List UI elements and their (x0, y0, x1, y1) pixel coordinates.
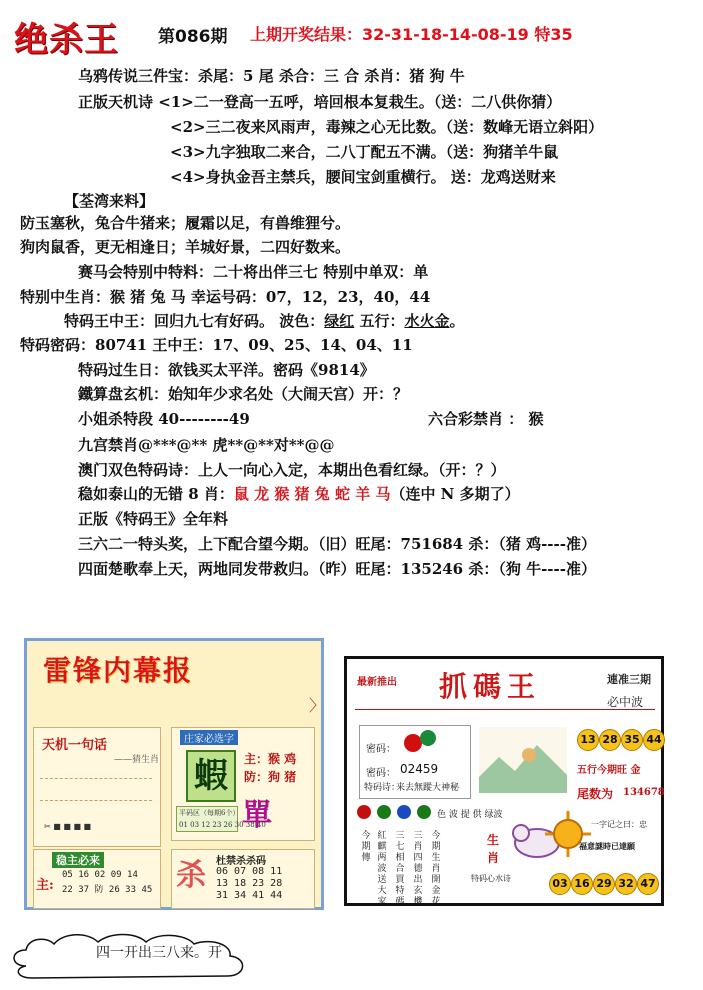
landscape-illustration (479, 727, 567, 793)
password-value: 02459 (400, 762, 439, 776)
five-elements-label: 五行： (354, 312, 405, 330)
line-crow-legend: 乌鸦传说三件宝：杀尾：5 尾 杀合：三 合 杀肖：猪 狗 牛 (78, 67, 465, 85)
divider (40, 778, 152, 780)
line-nine-palace: 九宫禁肖@***@** 虎**@**对**@@ (78, 436, 335, 454)
line-eight-zodiac (78, 484, 520, 504)
bottom-number: 47 (637, 873, 659, 895)
five-elements-value: 水火金 (404, 312, 450, 330)
line-macau-poem: 澳门双色特码诗：上人一向心入定，本期出色看红绿。（开：？） (78, 461, 506, 479)
special-poem-label: 特码诗： (364, 783, 401, 793)
must-nums-row1: 05 16 02 09 14 (62, 870, 138, 880)
line-horse-club: 赛马会特别中特料：二十将出伴三七 特别中单双：单 (78, 263, 429, 281)
line-annual: 正版《特码王》全年料 (78, 510, 229, 528)
tail-label: 尾数为 (577, 787, 614, 801)
period: 。 (449, 312, 465, 330)
color-chip (397, 805, 411, 819)
eight-zodiac-values: 鼠 龙 猴 猪 兔 蛇 羊 马 (233, 485, 391, 503)
wave-label: 必中波 (607, 695, 644, 709)
line-prize-yesterday: 四面楚歌奉上天，两地同发带救归。（昨）旺尾：135246 杀：（狗 牛----准） (78, 560, 596, 578)
must-come-label: 稳主必来 (52, 852, 104, 868)
kill-numbers: 06 07 08 11 13 18 23 28 31 34 41 44 (216, 866, 283, 901)
color-label: 色 波 提 供 绿波 (437, 810, 503, 820)
zodiac-label-sheng: 生 (487, 833, 500, 847)
bottom-number: 16 (571, 873, 593, 895)
must-come-panel (33, 849, 161, 909)
line-king-of-codes (64, 311, 465, 331)
banker-guard: 防：狗 猪 (244, 770, 297, 784)
divider (355, 709, 655, 711)
banker-single: 單 (242, 798, 272, 833)
kill-character: 杀 (176, 858, 206, 893)
line-miss-kill: 小姐杀特段 40--------49 (78, 410, 250, 428)
scissors-icon: ✂ ■ ■ ■ ■ (44, 822, 92, 831)
green-ball-icon (420, 730, 436, 746)
chevron-right-icon: 〉 (309, 696, 326, 715)
sky-label: 天机一句话 (42, 738, 108, 753)
password-label: 密码： (366, 744, 396, 755)
color-chip (377, 805, 391, 819)
line-prize-old: 三六二一特头奖，上下配合望今期。（旧）旺尾：751684 杀：（猪 鸡----准） (78, 535, 596, 553)
poem-column: 三肖四德出玄機 (413, 831, 423, 907)
line-secret-code: 特码密码：80741 王中王：17、09、25、14、04、11 (20, 336, 413, 354)
cloud-message: 四一开出三八来。开 (96, 945, 222, 961)
flat-code-label: 平码区（每期6个） (179, 809, 240, 817)
line-abacus: 鐵算盘玄机：始知年少求名处（大闹天宫）开：？ (78, 385, 409, 403)
top-number: 28 (599, 729, 621, 751)
five-elements-today: 五行今期旺 金 (577, 765, 641, 776)
king-label: 特码王中王：回归九七有好码。 波色： (64, 312, 325, 330)
leak-title: 雷锋内幕报 (43, 654, 194, 687)
flat-code-area (176, 806, 266, 832)
line-quanwan-2: 狗肉鼠香，更无相逢日；羊城好景，二四好数来。 (20, 238, 351, 256)
must-nums-row2: 22 37 防 26 33 45 (62, 885, 153, 895)
poem-column: 今期生肖開金花 (431, 831, 441, 907)
password-label-2: 密码： (366, 768, 396, 779)
top-number: 44 (643, 729, 665, 751)
wish-note: 福意謎時已達願 (579, 841, 635, 851)
divider (40, 800, 152, 802)
figure-icon (522, 748, 536, 762)
kill-title: 杜禁杀杀码 (216, 856, 266, 867)
tail-value: 134678 (623, 787, 665, 798)
bottom-number: 03 (549, 873, 571, 895)
streak-label: 連准三期 (607, 673, 651, 686)
logo: 绝杀王 (14, 20, 119, 60)
newly-released: 最新推出 (357, 677, 397, 688)
catch-code-king (344, 656, 664, 906)
top-number: 35 (621, 729, 643, 751)
line-tianji-2: <2>三二夜来风雨声，毒辣之心无比数。（送：数峰无语立斜阳） (170, 118, 604, 136)
bottom-number: 32 (615, 873, 637, 895)
color-chip (417, 805, 431, 819)
eight-zodiac-label: 稳如泰山的无错 8 肖： (78, 485, 234, 503)
top-number: 13 (577, 729, 599, 751)
kill-codes-panel (171, 849, 315, 909)
poem-column: 今期傳 (361, 831, 371, 863)
last-draw-result: 上期开奖结果：32-31-18-14-08-19 特35 (250, 25, 573, 44)
line-quanwan-1: 防玉塞秋，兔合牛猪来；履霜以足，有兽维狸兮。 (20, 214, 351, 232)
color-chip (357, 805, 371, 819)
sky-sentence-panel (33, 727, 161, 847)
banker-pick-panel (171, 727, 315, 841)
section-quanwan: 【荃湾来料】 (64, 192, 155, 210)
banker-character: 蝦 (186, 750, 236, 802)
bottom-number: 29 (593, 873, 615, 895)
line-tianji-3: <3>九字独取二来合，二八丁配五不满。（送：狗猪羊牛鼠 (170, 143, 559, 161)
poem-column: 三七相合買特碼 (395, 831, 405, 907)
heart-poem-label: 特码心水诗 (471, 874, 511, 883)
leifeng-inside-report (24, 638, 324, 910)
line-forbidden-zodiac: 六合彩禁肖 ： 猴 (428, 410, 544, 428)
special-poem-value: 来去無蹤大神秘 (396, 783, 460, 793)
eight-zodiac-note: （连中 N 多期了） (390, 485, 520, 503)
line-zodiac-lucky: 特别中生肖：猴 猪 兔 马 幸运号码：07，12，23，40，44 (20, 288, 431, 306)
one-word: 一字记之曰：忠 (591, 820, 647, 829)
issue-number: 第086期 (158, 27, 228, 47)
zodiac-label-xiao: 肖 (487, 851, 500, 865)
password-box (359, 725, 471, 799)
catch-title: 抓碼王 (439, 670, 542, 703)
banker-tag: 庄家必选字 (180, 730, 238, 745)
line-birthday: 特码过生日：欲钱买太平洋。密码《9814》 (78, 361, 375, 379)
wave-color-value: 绿红 (324, 312, 355, 330)
must-main-label: 主: (36, 878, 54, 893)
sky-sub: ——猜生肖 (114, 755, 160, 765)
banker-main: 主：猴 鸡 (244, 752, 297, 766)
flat-code-nums: 01 03 12 23 26 30 38 40 (179, 821, 266, 829)
line-tianji-4: <4>身执金吾主禁兵，腰间宝剑重横行。 送：龙鸡送财来 (170, 168, 556, 186)
poem-column: 紅麒两波送大家 (377, 831, 387, 907)
line-tianji-1: 正版天机诗 <1>二一登高一五呼，培回根本复栽生。（送：二八供你猜） (78, 93, 562, 111)
